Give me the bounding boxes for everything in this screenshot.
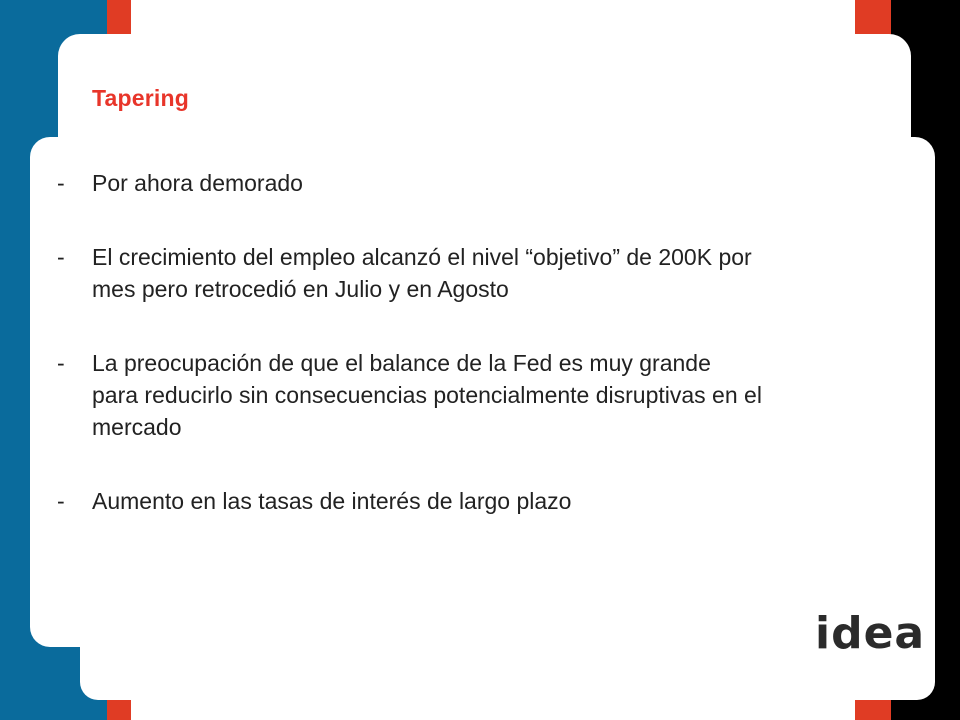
bullet-marker: - [57, 170, 65, 196]
bullet-marker: - [57, 350, 65, 376]
bullet-item [57, 167, 937, 199]
bullet-text: El crecimiento del empleo alcanzó el nivel “objetivo” de 200K por [92, 244, 752, 270]
bullet-item [57, 241, 937, 305]
bullet-marker: - [57, 488, 65, 514]
content-card-bottom [80, 560, 935, 700]
bullet-text: mercado [92, 414, 182, 440]
bullet-item [57, 347, 937, 443]
bullet-item [57, 485, 937, 517]
bullet-text: Aumento en las tasas de interés de largo plazo [92, 488, 572, 514]
bullet-text: mes pero retrocedió en Julio y en Agosto [92, 276, 509, 302]
bullet-marker: - [57, 244, 65, 270]
slide-title: Tapering [92, 85, 190, 111]
bullet-text: Por ahora demorado [92, 170, 303, 196]
bullet-text: para reducirlo sin consecuencias potencialmente disruptivas en el [92, 382, 762, 408]
bullet-list [57, 167, 937, 559]
bullet-text: La preocupación de que el balance de la Fed es muy grande [92, 350, 711, 376]
idea-logo: idea [815, 608, 926, 659]
